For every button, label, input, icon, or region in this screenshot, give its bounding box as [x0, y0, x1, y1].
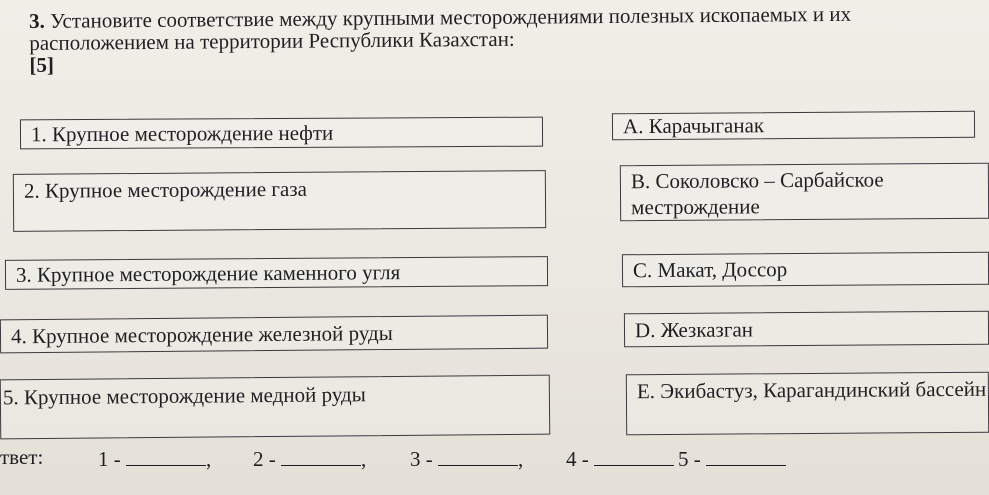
question-text: Установите соответствие между крупными месторождениями полезных ископаемых и их расположением на территории Республики Казахстан:: [29, 1, 852, 55]
question-block: [29, 2, 970, 76]
answer-label: твет:: [0, 445, 44, 469]
answer-slot-3-label: 3 -: [410, 447, 433, 471]
answer-blank-5[interactable]: [706, 445, 786, 466]
answer-blank-2[interactable]: [281, 445, 361, 466]
answer-slot-1: [98, 445, 211, 472]
right-item-e: E. Экибастуз, Карагандинский бассейн: [626, 372, 989, 436]
right-item-d: D. Жезказган: [624, 311, 989, 348]
answer-separator-3: ,: [518, 447, 524, 471]
question-number: 3.: [28, 8, 45, 33]
left-item-3: 3. Крупное месторождение каменного угля: [5, 256, 548, 290]
answer-line: [0, 440, 989, 480]
answer-slot-5-label: 5 -: [678, 447, 701, 471]
answer-slot-3: [410, 445, 523, 472]
answer-slot-1-label: 1 -: [98, 447, 121, 471]
answer-slot-4: [566, 445, 674, 472]
answer-slot-2-label: 2 -: [253, 447, 276, 471]
answer-blank-3[interactable]: [438, 445, 518, 466]
answer-blank-4[interactable]: [594, 445, 674, 466]
left-item-2: 2. Крупное месторождение газа: [13, 170, 546, 232]
right-item-b: B. Соколовско – Сарбайское местрождение: [620, 163, 989, 222]
answer-slot-2: [253, 445, 366, 472]
answer-slot-4-label: 4 -: [566, 447, 589, 471]
answer-separator-2: ,: [361, 447, 367, 471]
answer-slot-5: [678, 445, 786, 472]
answer-separator-1: ,: [206, 447, 212, 471]
left-item-4: 4. Крупное месторождение железной руды: [0, 315, 548, 354]
answer-blank-1[interactable]: [126, 445, 206, 466]
right-item-c: C. Макат, Доссор: [622, 252, 989, 288]
left-item-1: 1. Крупное месторождение нефти: [20, 117, 543, 150]
left-item-5: 5. Крупное месторождение медной руды: [0, 375, 550, 440]
question-points: [5]: [29, 52, 55, 77]
right-item-a: A. Карачыганак: [612, 111, 975, 141]
